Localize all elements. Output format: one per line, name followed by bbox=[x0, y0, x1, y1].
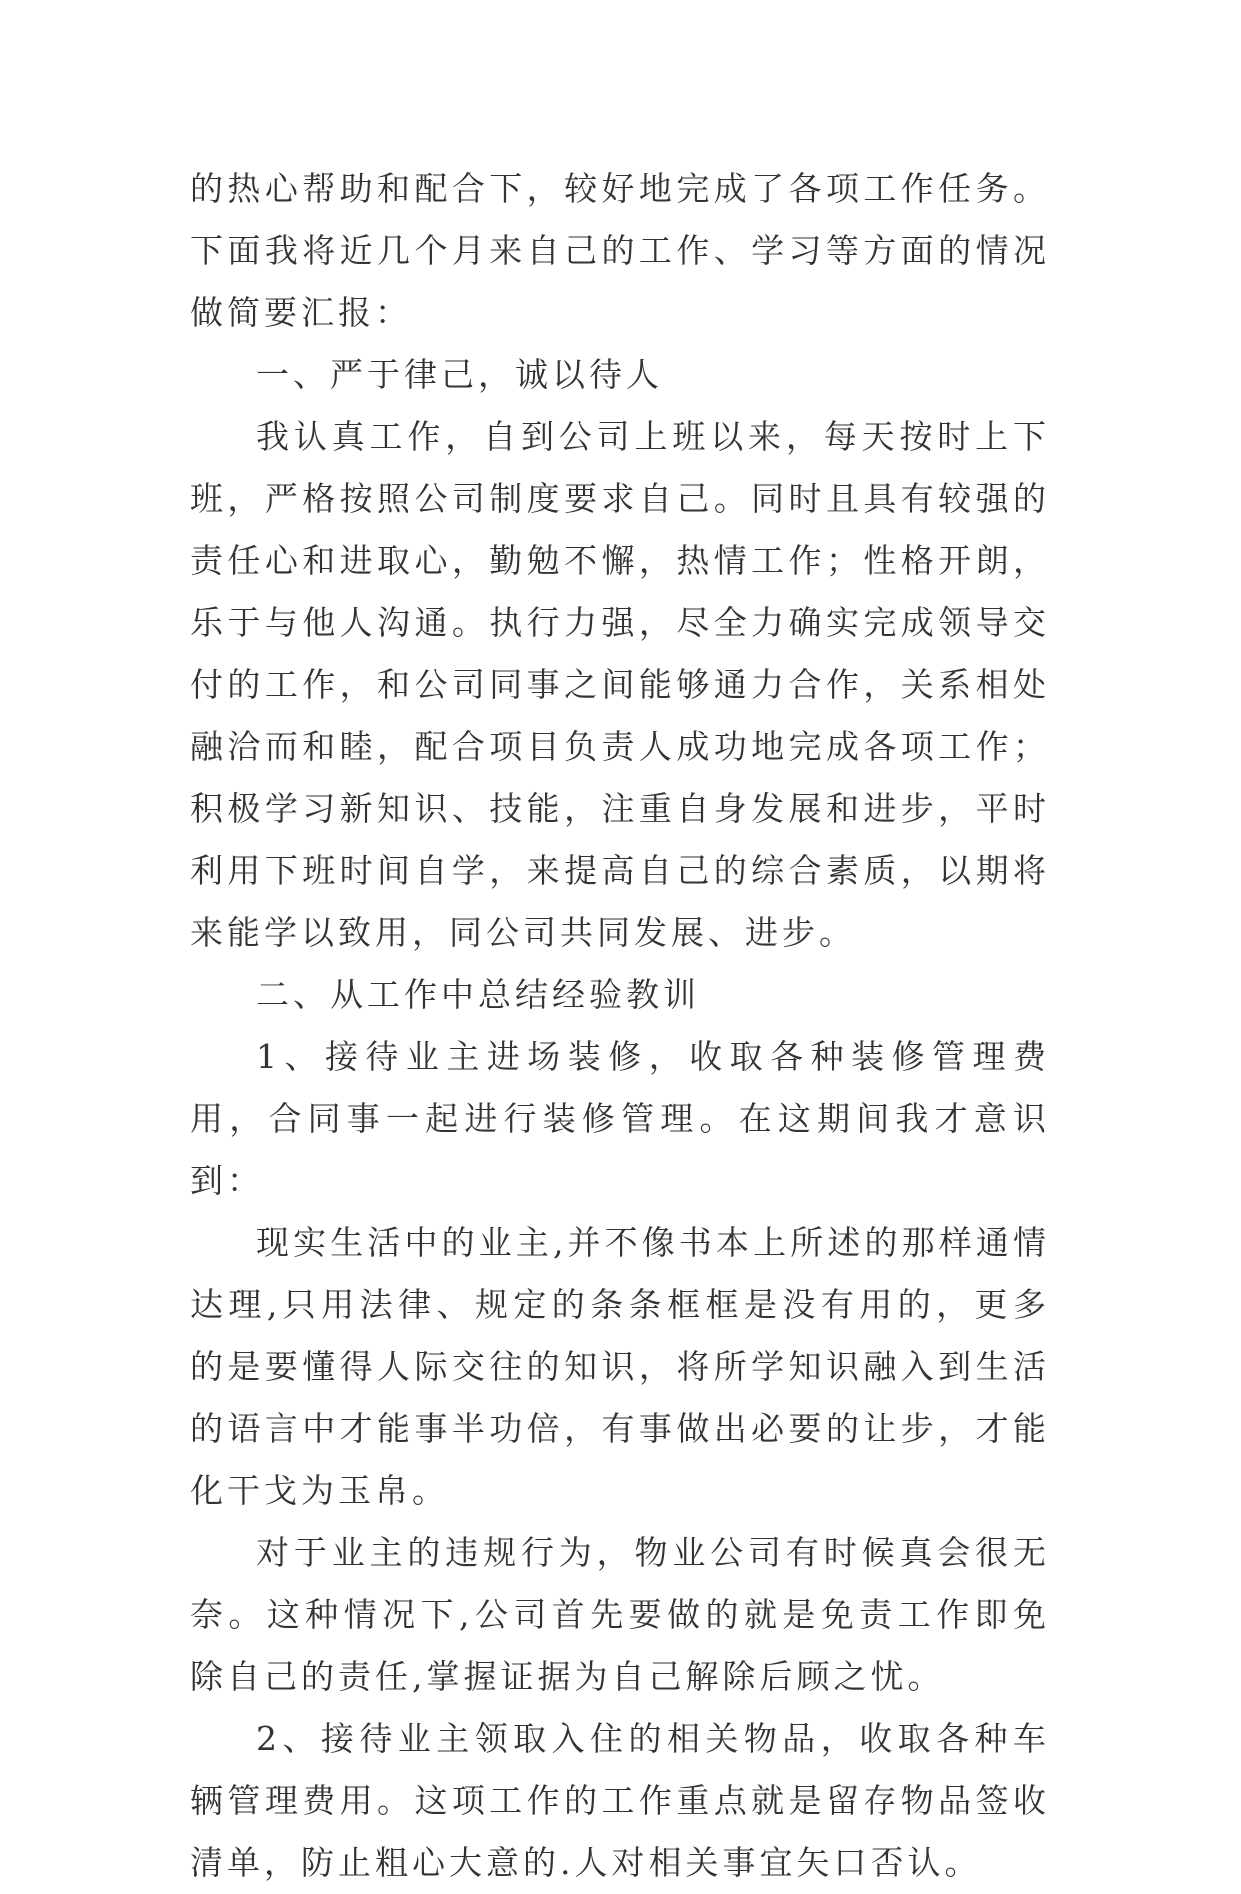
section-heading-2: 二、从工作中总结经验教训 bbox=[256, 975, 700, 1014]
paragraph-item-1: 1、接待业主进场装修，收取各种装修管理费用，合同事一起进行装修管理。在这期间我才意识到： bbox=[190, 1037, 1050, 1200]
document-body bbox=[190, 158, 1050, 1894]
section-heading-1: 一、严于律己，诚以待人 bbox=[256, 355, 663, 394]
paragraph-continuation: 的热心帮助和配合下，较好地完成了各项工作任务。下面我将近几个月来自己的工作、学习等方面的情况做简要汇报： bbox=[190, 169, 1050, 332]
paragraph-owner-reality: 现实生活中的业主,并不像书本上所述的那样通情达理,只用法律、规定的条条框框是没有用的，更多的是要懂得人际交往的知识，将所学知识融入到生活的语言中才能事半功倍，有事做出必要的让步，才能化干戈为玉帛。 bbox=[190, 1223, 1050, 1510]
paragraph-item-2: 2、接待业主领取入住的相关物品，收取各种车辆管理费用。这项工作的工作重点就是留存物品签收清单，防止粗心大意的.人对相关事宜矢口否认。 bbox=[190, 1719, 1050, 1882]
paragraph-owner-violations: 对于业主的违规行为，物业公司有时候真会很无奈。这种情况下,公司首先要做的就是免责工作即免除自己的责任,掌握证据为自己解除后顾之忧。 bbox=[190, 1533, 1050, 1696]
paragraph-work-attitude: 我认真工作，自到公司上班以来，每天按时上下班，严格按照公司制度要求自己。同时且具有较强的责任心和进取心，勤勉不懈，热情工作；性格开朗，乐于与他人沟通。执行力强，尽全力确实完成领导交付的工作，和公司同事之间能够通力合作，关系相处融洽而和睦，配合项目负责人成功地完成各项工作；积极学习新知识、技能，注重自身发展和进步，平时利用下班时间自学，来提高自己的综合素质，以期将来能学以致用，同公司共同发展、进步。 bbox=[190, 417, 1050, 952]
